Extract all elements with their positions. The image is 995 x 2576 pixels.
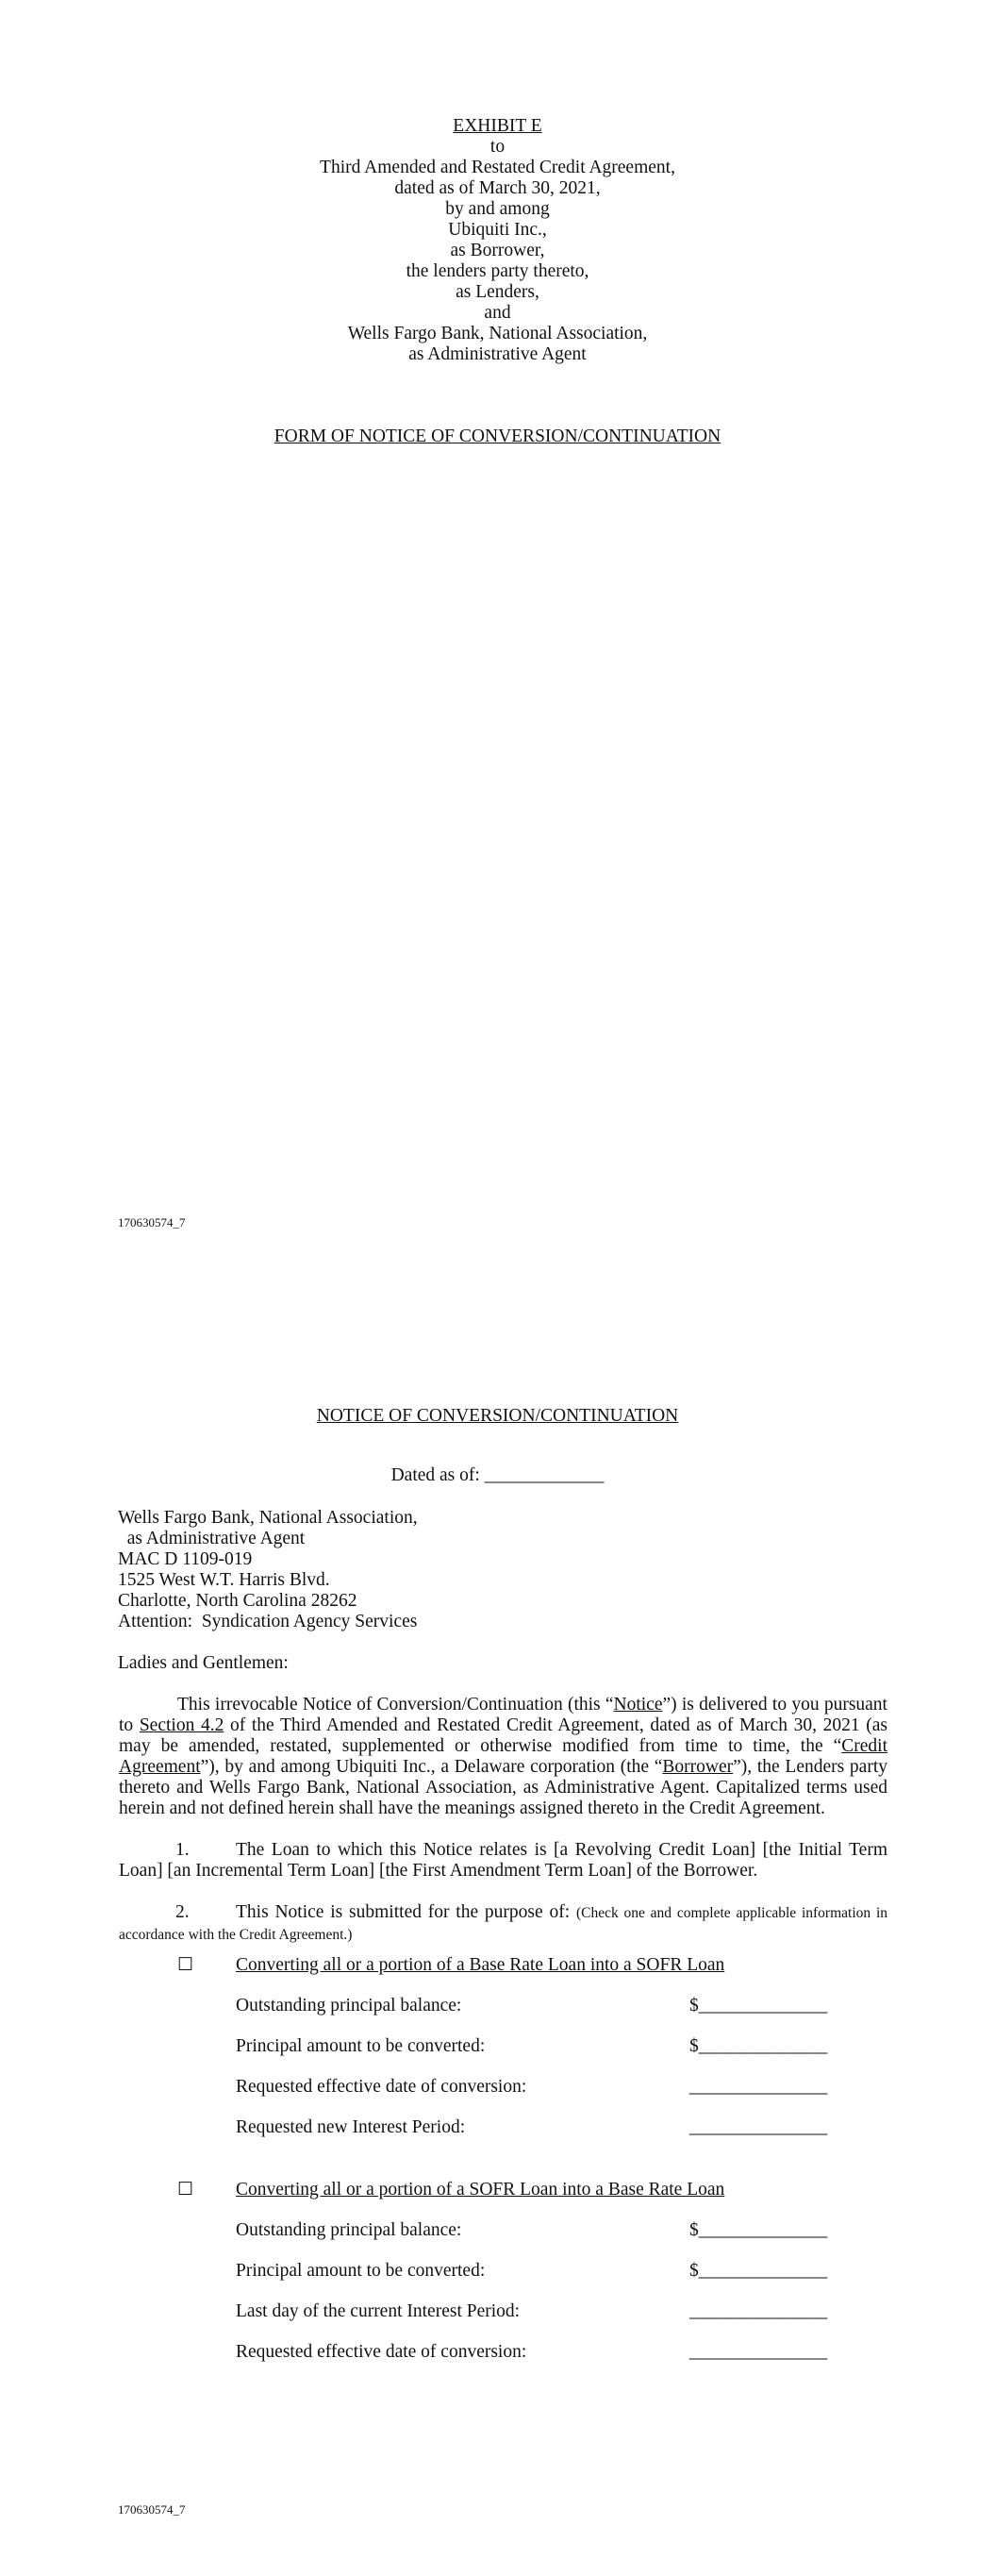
item-2-text: This Notice is submitted for the purpose of: [236,1902,576,1922]
exhibit-title: EXHIBIT E [453,116,542,136]
form-title-row [0,427,995,447]
field-label: Requested new Interest Period: [236,2117,466,2137]
field-blank[interactable]: _______________ [689,2342,828,2362]
intro-text: This irrevocable Notice of Conversion/Continuation (this “ [177,1695,614,1715]
field-blank[interactable]: _______________ [689,2117,828,2137]
item-2-note: (Check one and complete applicable information in accordance with the Credit Agreement.) [119,1905,887,1943]
field-label: Principal amount to be converted: [236,2036,486,2056]
field-blank[interactable]: $______________ [689,2036,828,2056]
cover-line: Ubiquiti Inc., [448,220,547,240]
cover-line: to [489,137,506,157]
option-b-heading: Converting all or a portion of a SOFR Loan into a Base Rate Loan [236,2180,725,2200]
field-label: Outstanding principal balance: [236,2220,462,2240]
cover-line: Wells Fargo Bank, National Association, [347,324,648,343]
field-label: Outstanding principal balance: [236,1996,462,2016]
checkbox-base-to-sofr[interactable]: ☐ [177,1955,194,1975]
salutation: Ladies and Gentlemen: [118,1653,289,1673]
notice-title-row [0,1406,995,1427]
address-line: Attention: Syndication Agency Services [118,1612,418,1631]
item-2-number: 2. [175,1902,190,1922]
field-label: Requested effective date of conversion: [236,2077,527,2097]
item-1 [119,1840,887,1882]
field-blank[interactable]: _______________ [689,2301,828,2321]
cover-line: as Administrative Agent [408,344,587,364]
cover-line: by and among [445,199,550,219]
section-reference: Section 4.2 [139,1715,224,1735]
cover-line: and [484,303,511,323]
field-blank[interactable]: _______________ [689,2077,828,2097]
address-line: Charlotte, North Carolina 28262 [118,1591,357,1611]
cover-line: as Lenders, [456,282,539,302]
notice-title: NOTICE OF CONVERSION/CONTINUATION [316,1406,679,1426]
dated-as-of: Dated as of: _____________ [390,1465,605,1485]
defined-term-borrower: Borrower [662,1757,734,1777]
defined-term-notice: Notice [613,1695,663,1715]
form-title: FORM OF NOTICE OF CONVERSION/CONTINUATION [274,427,721,446]
field-label: Last day of the current Interest Period: [236,2301,521,2321]
item-1-text: The Loan to which this Notice relates is [a Revolving Credit Loan] [the Initial Term Loan] [an Incremental Term Loan] [the First Amendment Term Loan] of the Borrower. [119,1840,887,1881]
footer-code: 170630574_7 [118,1215,186,1229]
item-2 [119,1902,887,1946]
field-blank[interactable]: $______________ [689,2261,828,2281]
intro-paragraph [119,1695,887,1819]
field-blank[interactable]: $______________ [689,2220,828,2240]
cover-line: Third Amended and Restated Credit Agreement, [320,158,675,177]
field-blank[interactable]: $______________ [689,1996,828,2016]
cover-line: the lenders party thereto, [406,261,589,281]
footer-code: 170630574_7 [118,2502,186,2517]
address-line: 1525 West W.T. Harris Blvd. [118,1570,330,1590]
field-label: Requested effective date of conversion: [236,2342,527,2362]
intro-text: of the Third Amended and Restated Credit Agreement, dated as of March 30, 2021 (as may be amended, restated, supplemented or otherwise modified from time to time, the “ [119,1715,887,1756]
option-a-heading: Converting all or a portion of a Base Rate Loan into a SOFR Loan [236,1955,725,1975]
intro-text: ”), the Lenders party thereto and Wells Fargo Bank, National Association, as Administrative Agent. Capitalized terms used herein and not defined herein shall have the meanings assigned thereto in the Credit Agreement. [119,1757,888,1818]
item-1-number: 1. [175,1840,190,1860]
address-line: MAC D 1109-019 [118,1549,253,1569]
exhibit-heading [0,116,995,137]
address-line: as Administrative Agent [118,1529,306,1548]
address-line: Wells Fargo Bank, National Association, [118,1508,418,1528]
cover-line: dated as of March 30, 2021, [394,178,601,198]
intro-text: ”), by and among Ubiquiti Inc., a Delaware corporation (the “ [200,1757,663,1777]
intro-text: ”) is delivered to you pursuant to [119,1695,887,1735]
defined-term-credit-agreement: Credit Agreement [119,1736,887,1777]
cover-line: as Borrower, [450,241,545,260]
field-label: Principal amount to be converted: [236,2261,486,2281]
checkbox-sofr-to-base[interactable]: ☐ [177,2180,194,2200]
